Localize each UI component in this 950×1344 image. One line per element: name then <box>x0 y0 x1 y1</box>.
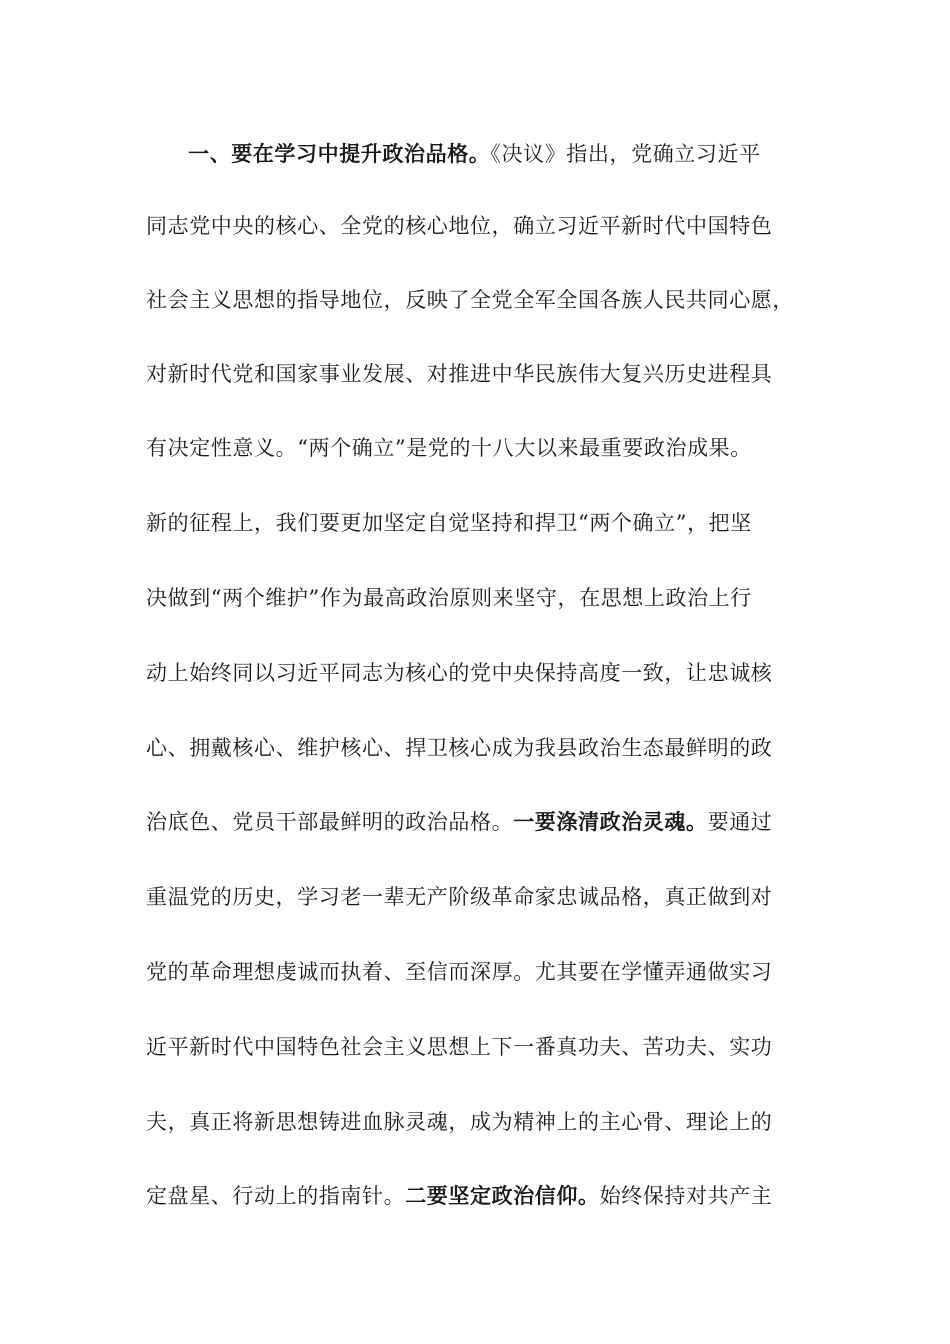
text-run: 党的革命理想虔诚而执着、至信而深厚。尤其要在学懂弄通做实习 <box>146 960 773 984</box>
paragraph-line <box>146 1032 806 1062</box>
text-run: 《决议》指出，党确立习近平 <box>490 142 761 166</box>
paragraph-line <box>146 359 806 389</box>
paragraph-line <box>188 139 806 169</box>
paragraph-line <box>146 285 806 315</box>
text-run: 决做到“两个维护”作为最高政治原则来坚守，在思想上政治上行 <box>146 586 752 610</box>
paragraph-line <box>146 807 806 837</box>
text-run: 心、拥戴核心、维护核心、捍卫核心成为我县政治生态最鲜明的政 <box>146 736 773 760</box>
text-run: 动上始终同以习近平同志为核心的党中央保持高度一致，让忠诚核 <box>146 661 773 685</box>
paragraph-line <box>146 433 806 463</box>
text-run: 定盘星、行动上的指南针。 <box>146 1184 406 1208</box>
bold-phrase: 二要坚定政治信仰。 <box>405 1183 600 1208</box>
paragraph-line <box>146 1181 806 1211</box>
text-run: 社会主义思想的指导地位，反映了全党全军全国各族人民共同心愿， <box>146 288 794 312</box>
paragraph-line <box>146 658 806 688</box>
paragraph-line <box>146 1107 806 1137</box>
paragraph-line <box>146 882 806 912</box>
paragraph-line <box>146 583 806 613</box>
text-run: 始终保持对共产主 <box>599 1184 773 1208</box>
paragraph-line <box>146 211 806 241</box>
text-run: 夫，真正将新思想铸进血脉灵魂，成为精神上的主心骨、理论上的 <box>146 1110 773 1134</box>
text-run: 近平新时代中国特色社会主义思想上下一番真功夫、苦功夫、实功 <box>146 1035 773 1059</box>
section-heading: 一、要在学习中提升政治品格。 <box>188 141 491 166</box>
paragraph-line <box>146 508 806 538</box>
text-run: 治底色、党员干部最鲜明的政治品格。 <box>146 810 514 834</box>
text-run: 有决定性意义。“两个确立”是党的十八大以来最重要政治成果。 <box>146 436 752 460</box>
paragraph-line <box>146 957 806 987</box>
bold-phrase: 一要涤清政治灵魂。 <box>513 809 708 834</box>
text-run: 要通过 <box>707 810 773 834</box>
text-run: 新的征程上，我们要更加坚定自觉坚持和捍卫“两个确立”，把坚 <box>146 511 752 535</box>
paragraph-line <box>146 733 806 763</box>
text-run: 同志党中央的核心、全党的核心地位，确立习近平新时代中国特色 <box>146 214 773 238</box>
text-run: 重温党的历史，学习老一辈无产阶级革命家忠诚品格，真正做到对 <box>146 885 773 909</box>
text-run: 对新时代党和国家事业发展、对推进中华民族伟大复兴历史进程具 <box>146 362 773 386</box>
